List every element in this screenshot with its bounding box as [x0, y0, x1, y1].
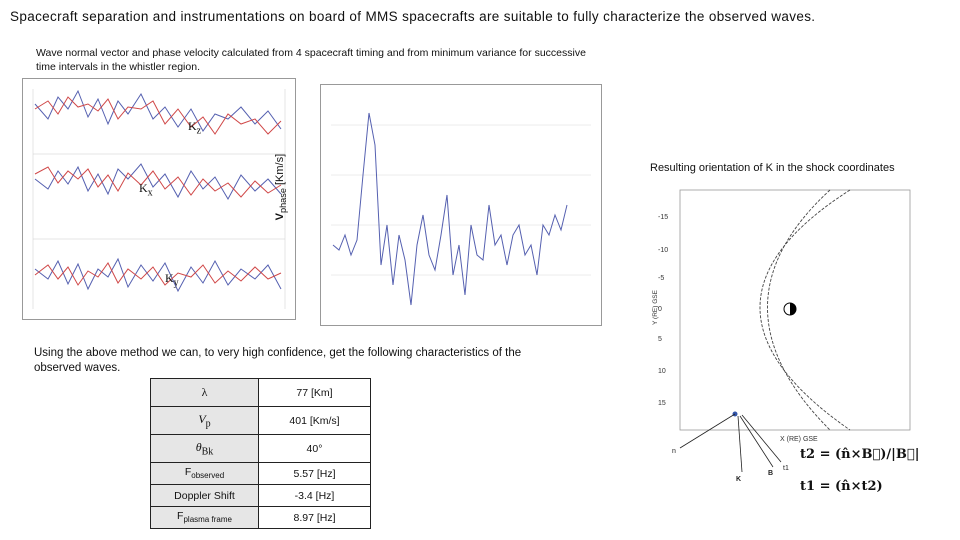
vphase-svg [321, 85, 601, 325]
earth-icon [784, 303, 796, 315]
vphase-unit: [Km/s] [273, 153, 286, 189]
vphase-axis-label-text [274, 127, 288, 247]
table-value: 8.97 [Hz] [259, 507, 371, 529]
table-label-vp: $V_p$ [151, 407, 259, 435]
y-axis-label: Y (RE) GSE [652, 290, 659, 325]
orientation-plot [650, 185, 920, 505]
vector-label-n: n [672, 448, 676, 455]
method-text: Using the above method we can, to very high confidence, get the following characteristics of the observed waves. [34, 347, 522, 374]
vector-n [680, 414, 735, 448]
table-value: 40° [259, 435, 371, 463]
ky-red-trace [35, 263, 281, 285]
vphase-plot [320, 84, 602, 326]
y-tick: -10 [658, 247, 669, 254]
table-row [151, 485, 371, 507]
table-row [151, 435, 371, 463]
kx-label-main: K [139, 181, 148, 195]
vector-label-k: K [736, 476, 742, 483]
vphase-trace [333, 113, 567, 305]
ky-label [165, 271, 179, 288]
table-label-fobs: $F_{observed}$ [151, 463, 259, 485]
y-tick: -15 [658, 214, 669, 221]
table-row [151, 407, 371, 435]
kx-label-sub: x [147, 187, 153, 199]
y-tick: 5 [658, 336, 662, 343]
kx-label [139, 181, 153, 198]
table-row [151, 463, 371, 485]
orientation-caption: Resulting orientation of K in the shock coordinates [650, 162, 895, 174]
table-row [151, 379, 371, 407]
equation-t1: t1 = (n̂×t2) [800, 479, 883, 494]
table-label-fplasma: $F_{plasma frame}$ [151, 507, 259, 529]
x-axis-label: X (RE) GSE [780, 436, 818, 443]
table-label-theta: $\theta_{Bk}$ [151, 435, 259, 463]
table-row [151, 507, 371, 529]
y-tick: 0 [658, 306, 662, 313]
table-value: 5.57 [Hz] [259, 463, 371, 485]
table-label-doppler: Doppler Shift [151, 485, 259, 507]
y-tick: -5 [658, 275, 665, 282]
vector-k [738, 416, 742, 472]
equation-t2: t2 = (n̂×B⃗)/|B⃗| [800, 447, 920, 462]
y-tick: 10 [658, 368, 666, 375]
magnetopause-inner [768, 190, 831, 430]
vphase-main: V [273, 213, 286, 221]
kz-label-sub: z [196, 125, 202, 137]
kz-label [188, 119, 201, 136]
bow-shock-outer [760, 190, 850, 430]
y-tick: 15 [658, 400, 666, 407]
ky-label-sub: y [173, 277, 179, 289]
kz-label-main: K [188, 119, 197, 133]
table-value: 401 [Km/s] [259, 407, 371, 435]
slide-title: Spacecraft separation and instrumentations on board of MMS spacecrafts are suitable to fully characterize the observed waves. [10, 9, 816, 24]
table-value: 77 [Km] [259, 379, 371, 407]
ky-label-main: K [165, 271, 174, 285]
vector-label-b: B [768, 470, 774, 477]
vector-label-t1: t1 [783, 465, 789, 472]
vector-t1 [742, 415, 781, 462]
vector-b [740, 416, 773, 467]
results-table [150, 378, 371, 529]
table-value: -3.4 [Hz] [259, 485, 371, 507]
figure-caption: Wave normal vector and phase velocity calculated from 4 spacecraft timing and from minimum variance for successive time intervals in the whistler region. [36, 47, 586, 73]
table-label-lambda: λ [151, 379, 259, 407]
vphase-sub: phase [278, 188, 289, 214]
vphase-axis-label [251, 130, 311, 250]
